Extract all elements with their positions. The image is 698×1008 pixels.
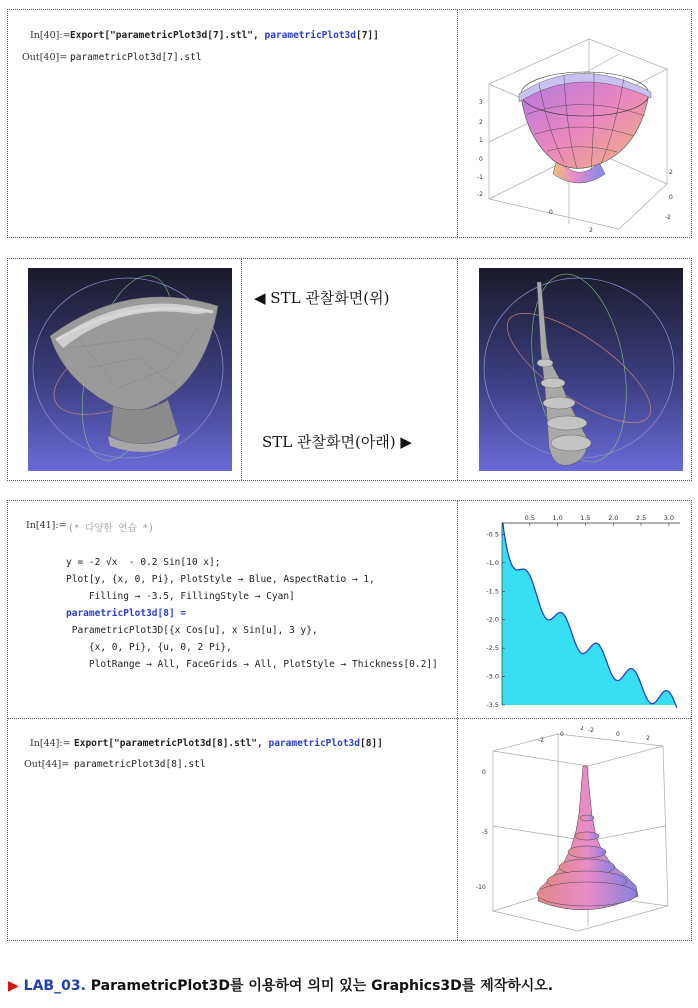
svg-text:-1: -1 bbox=[477, 174, 483, 181]
y-tick-label: -3.0 bbox=[486, 672, 499, 681]
lab-text: ParametricPlot3D를 이용하여 의미 있는 Graphics3D를 제작하시오. bbox=[85, 978, 554, 994]
y-tick-label: -1.5 bbox=[486, 587, 499, 596]
code-line-export: Export["parametricPlot3d[8].stl", parametricPlot3d[8]] bbox=[74, 738, 383, 749]
svg-text:-2: -2 bbox=[538, 737, 544, 744]
comment: (* 다양한 연습 *) bbox=[68, 523, 154, 534]
svg-text:-2: -2 bbox=[477, 191, 483, 198]
svg-text:-2: -2 bbox=[588, 727, 594, 734]
code-line-6: {x, 0, Pi}, {u, 0, 2 Pi}, bbox=[66, 642, 232, 653]
svg-text:2: 2 bbox=[669, 169, 673, 176]
stl-views bbox=[7, 258, 692, 481]
svg-text:0: 0 bbox=[479, 156, 483, 163]
fill-area bbox=[502, 523, 677, 708]
svg-text:2: 2 bbox=[589, 227, 593, 234]
cell-plot-8 bbox=[7, 500, 692, 941]
cone-3d-plot bbox=[468, 726, 686, 936]
in-label: In[41]:= bbox=[26, 520, 67, 531]
svg-text:0: 0 bbox=[669, 194, 673, 201]
svg-text:0: 0 bbox=[482, 769, 486, 776]
out-text-44: parametricPlot3d[8].stl bbox=[74, 759, 206, 770]
out-text: parametricPlot3d[7].stl bbox=[70, 52, 202, 63]
code-line-4: parametricPlot3d[8] = bbox=[66, 608, 187, 619]
y-tick-label: -2.5 bbox=[486, 644, 499, 653]
out-label: Out[40]= bbox=[22, 52, 68, 63]
svg-text:0: 0 bbox=[616, 731, 620, 738]
svg-text:2: 2 bbox=[580, 726, 584, 732]
code-line-1: y = -2 √x - 0.2 Sin[10 x]; bbox=[66, 557, 221, 568]
arrow-marker-icon: ▶ bbox=[8, 978, 19, 994]
x-tick-label: 2.5 bbox=[635, 514, 647, 522]
stl-top-view bbox=[28, 268, 232, 471]
y-tick-label: -1.0 bbox=[486, 558, 499, 567]
lab-instruction bbox=[8, 975, 553, 995]
x-tick-label: 3.0 bbox=[663, 514, 675, 522]
svg-text:3: 3 bbox=[479, 99, 483, 106]
x-tick-label: 1.5 bbox=[580, 514, 591, 522]
x-tick-label: 2.0 bbox=[608, 514, 619, 522]
x-tick-label: 0.5 bbox=[524, 514, 535, 522]
y-tick-label: -3.5 bbox=[486, 701, 499, 709]
cell-export-7 bbox=[7, 9, 692, 238]
stl-bottom-view bbox=[479, 268, 683, 471]
code-line-5: ParametricPlot3D[{x Cos[u], x Sin[u], 3 y}, bbox=[66, 625, 318, 636]
x-tick-label: 1.0 bbox=[552, 514, 563, 522]
filled-line-chart bbox=[468, 509, 686, 709]
in-label-44: In[44]:= bbox=[30, 738, 71, 749]
out-label-44: Out[44]= bbox=[24, 759, 70, 770]
in-label: In[40]:= bbox=[30, 30, 71, 41]
y-tick-label: -0.5 bbox=[486, 530, 499, 539]
svg-text:2: 2 bbox=[646, 735, 650, 742]
bowl-3d-plot bbox=[469, 24, 681, 234]
svg-text:0: 0 bbox=[560, 731, 564, 738]
svg-text:1: 1 bbox=[479, 137, 483, 144]
code-line-2: Plot[y, {x, 0, Pi}, PlotStyle → Blue, AspectRatio → 1, bbox=[66, 574, 375, 585]
lab-number: LAB_03. bbox=[23, 978, 86, 994]
svg-text:-5: -5 bbox=[482, 829, 488, 836]
stl-top-label: ◀ STL 관찰화면(위) bbox=[254, 289, 390, 307]
svg-text:-2: -2 bbox=[665, 214, 671, 221]
y-tick-label: -2.0 bbox=[486, 615, 499, 624]
code-line: Export["parametricPlot3d[7].stl", parametricPlot3d[7]] bbox=[70, 30, 379, 41]
svg-text:2: 2 bbox=[479, 119, 483, 126]
code-line-3: Filling → -3.5, FillingStyle → Cyan] bbox=[66, 591, 295, 602]
code-line-7: PlotRange → All, FaceGrids → All, PlotStyle → Thickness[0.2]] bbox=[66, 659, 438, 670]
svg-text:0: 0 bbox=[549, 209, 553, 216]
svg-text:-10: -10 bbox=[476, 884, 486, 891]
stl-bottom-label: STL 관찰화면(아래) ▶ bbox=[262, 433, 412, 451]
